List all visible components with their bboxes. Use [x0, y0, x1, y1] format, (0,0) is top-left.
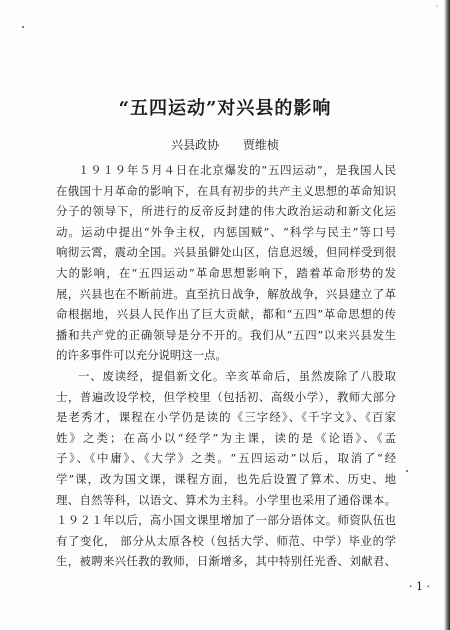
body-line: 子》、《中庸》、《大学》之类。“五四运动”以后，取消了“经: [56, 451, 396, 466]
scan-speck: [22, 26, 24, 28]
body-line: 在俄国十月革命的影响下，在具有初步的共产主义思想的革命知识: [56, 183, 396, 198]
body-line: 展，兴县也在不断前进。直至抗日战争，解放战争，兴县建立了革: [56, 286, 396, 301]
article-body: [56, 160, 396, 572]
body-line: 学”课，改为国文课，课程方面，也先后设置了算术、历史、地: [56, 471, 396, 486]
body-line: 响彻云霄，震动全国。兴县虽僻处山区，信息迟缓，但同样受到很: [56, 245, 396, 260]
body-line: 生，被聘来兴任教的教师，日渐增多，其中特别任光香、刘献君、: [56, 554, 396, 569]
body-line: 姓》之类；在高小以“经学”为主课，读的是《论语》、《孟: [56, 430, 396, 445]
body-line: 命根据地，兴县人民作出了巨大贡献，都和“五四”革命思想的传: [56, 307, 396, 322]
byline-author: 贾维桢: [242, 138, 279, 152]
body-line: １９２１年以后，高小国文课里增加了一部分语体文。师资队伍也: [56, 513, 396, 528]
body-line: 播和共产党的正确领导是分不开的。我们从“五四”以来兴县发生: [56, 327, 396, 342]
body-line: 动。运动中提出“外争主权，内惩国贼”、“科学与民主”等口号: [56, 224, 396, 239]
body-line: 一、废读经，提倡新文化。辛亥革命后，虽然废除了八股取: [78, 368, 396, 383]
body-line: １９１９年５月４日在北京爆发的“五四运动”，是我国人民: [78, 163, 396, 177]
body-line: 大的影响，在“五四运动”革命思想影响下，踏着革命形势的发: [56, 265, 396, 280]
byline: [0, 136, 450, 153]
body-line: 有了变化， 部分从太原各校（包括大学、师范、中学）毕业的学: [56, 533, 396, 548]
page-number: · 1 ·: [409, 580, 430, 593]
body-line: 士，普遍改设学校，但学校里（包括初、高级小学），教师大部分: [56, 389, 396, 404]
byline-organization: 兴县政协: [171, 138, 220, 152]
body-line: 是老秀才，课程在小学仍是读的《三字经》、《千字文》、《百家: [56, 410, 396, 425]
body-line: 理、自然等科，以语文、算术为主科。小学里也采用了通俗课本。: [56, 492, 396, 507]
body-line: 的许多事件可以充分说明这一点。: [56, 348, 227, 363]
scan-speck: [406, 470, 408, 472]
body-line: 分子的领导下，所进行的反帝反封建的伟大政治运动和新文化运: [56, 204, 396, 219]
corner-mark: ': [435, 4, 438, 13]
article-title: “五四运动”对兴县的影响: [118, 98, 332, 119]
